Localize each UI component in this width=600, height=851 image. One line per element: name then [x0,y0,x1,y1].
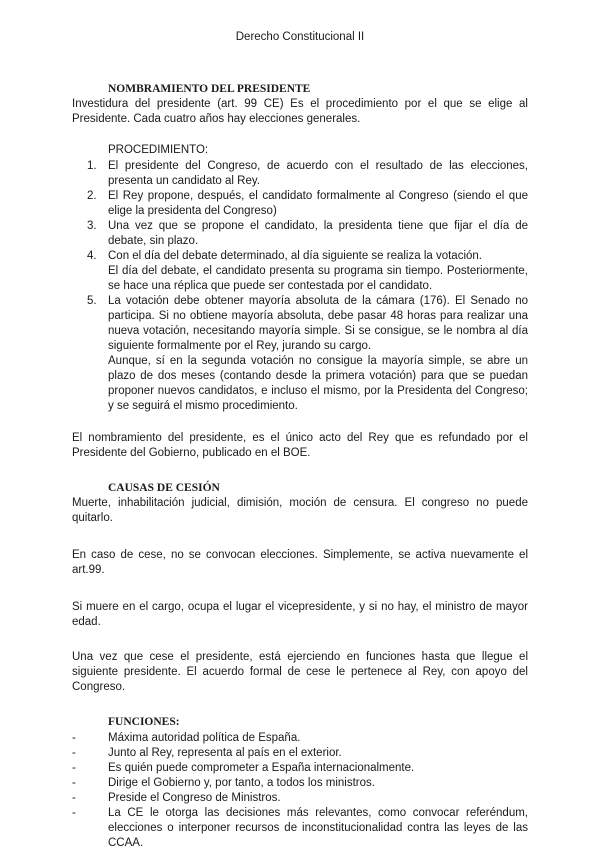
closing-paragraph: El nombramiento del presidente, es el único acto del Rey que es refundado por el Presidente del Gobierno, publicado en el BOE. [72,432,528,459]
section-heading-nombramiento: NOMBRAMIENTO DEL PRESIDENTE [108,83,311,95]
step-text: La votación debe obtener mayoría absoluta de la cámara (176). El Senado no participa. Si no obtiene mayoría absoluta, debe pasar 48 horas para realizar una nueva votación, necesitando mayoría simple. Si se consigue, se le nombra al día siguiente formalmente por el Rey, jurando su cargo. [108,295,528,352]
list-item-text: Junto al Rey, representa al país en el exterior. [108,747,342,759]
step-text: El presidente del Congreso, de acuerdo con el resultado de las elecciones, presenta un candidato al Rey. [108,160,528,187]
step-text: El Rey propone, después, el candidato formalmente al Congreso (siendo el que elige la presidenta del Congreso) [108,190,528,217]
step-number: 4. [87,250,97,262]
causes-paragraph: Muerte, inhabilitación judicial, dimisión, moción de censura. El congreso no puede quitarlo. [72,497,528,524]
step-extra-text: Aunque, sí en la segunda votación no consigue la mayoría simple, se abre un plazo de dos meses (contando desde la primera votación) para que se puedan proponer nuevos candidatos, e incluso el mismo, por la Presidenta del Congreso; y se seguirá el mismo procedimiento. [108,355,528,412]
procedure-title: PROCEDIMIENTO: [108,144,209,156]
procedure-step [87,294,528,414]
bullet-dash: - [72,792,76,804]
procedure-step [87,189,528,219]
list-item [72,746,528,761]
step-text: Una vez que se propone el candidato, la presidenta tiene que fijar el día de debate, sin plazo. [108,220,528,247]
section-heading-funciones: FUNCIONES: [108,716,180,728]
step-extra-text: El día del debate, el candidato presenta su programa sin tiempo. Posteriormente, se hace una réplica que puede ser contestada por el candidato. [108,265,528,292]
list-item [72,761,528,776]
step-number: 2. [87,190,97,202]
list-item [72,791,528,806]
bullet-dash: - [72,777,76,789]
bullet-dash: - [72,762,76,774]
list-item-text: Dirige el Gobierno y, por tanto, a todos los ministros. [108,777,375,789]
list-item [72,776,528,791]
list-item-text: Máxima autoridad política de España. [108,732,301,744]
procedure-step [87,159,528,189]
document-body [72,82,528,851]
causes-paragraph: En caso de cese, no se convocan elecciones. Simplemente, se activa nuevamente el art.99. [72,549,528,576]
list-item-text: Preside el Congreso de Ministros. [108,792,281,804]
causes-paragraph: Si muere en el cargo, ocupa el lugar el vicepresidente, y si no hay, el ministro de mayor edad. [72,601,528,628]
procedure-step [87,219,528,249]
step-number: 5. [87,295,97,307]
functions-list [72,731,528,851]
list-item [72,731,528,746]
step-number: 3. [87,220,97,232]
list-item-text: Es quién puede comprometer a España internacionalmente. [108,762,415,774]
bullet-dash: - [72,747,76,759]
bullet-dash: - [72,807,76,819]
list-item-text: La CE le otorga las decisiones más relevantes, como convocar referéndum, elecciones o interponer recursos de inconstitucionalidad contra las leyes de las CCAA. [108,807,528,849]
page-header: Derecho Constitucional II [235,31,365,43]
bullet-dash: - [72,732,76,744]
causes-paragraph: Una vez que cese el presidente, está ejerciendo en funciones hasta que llegue el siguiente presidente. El acuerdo formal de cese le pertenece al Rey, con apoyo del Congreso. [72,651,528,693]
procedure-step [87,249,528,294]
section-heading-causas: CAUSAS DE CESIÓN [108,482,220,494]
step-number: 1. [87,160,97,172]
step-text: Con el día del debate determinado, al día siguiente se realiza la votación. [108,250,482,262]
procedure-list [72,159,528,414]
intro-paragraph: Investidura del presidente (art. 99 CE) Es el procedimiento por el que se elige al Presidente. Cada cuatro años hay elecciones generales. [72,98,528,125]
list-item [72,806,528,851]
